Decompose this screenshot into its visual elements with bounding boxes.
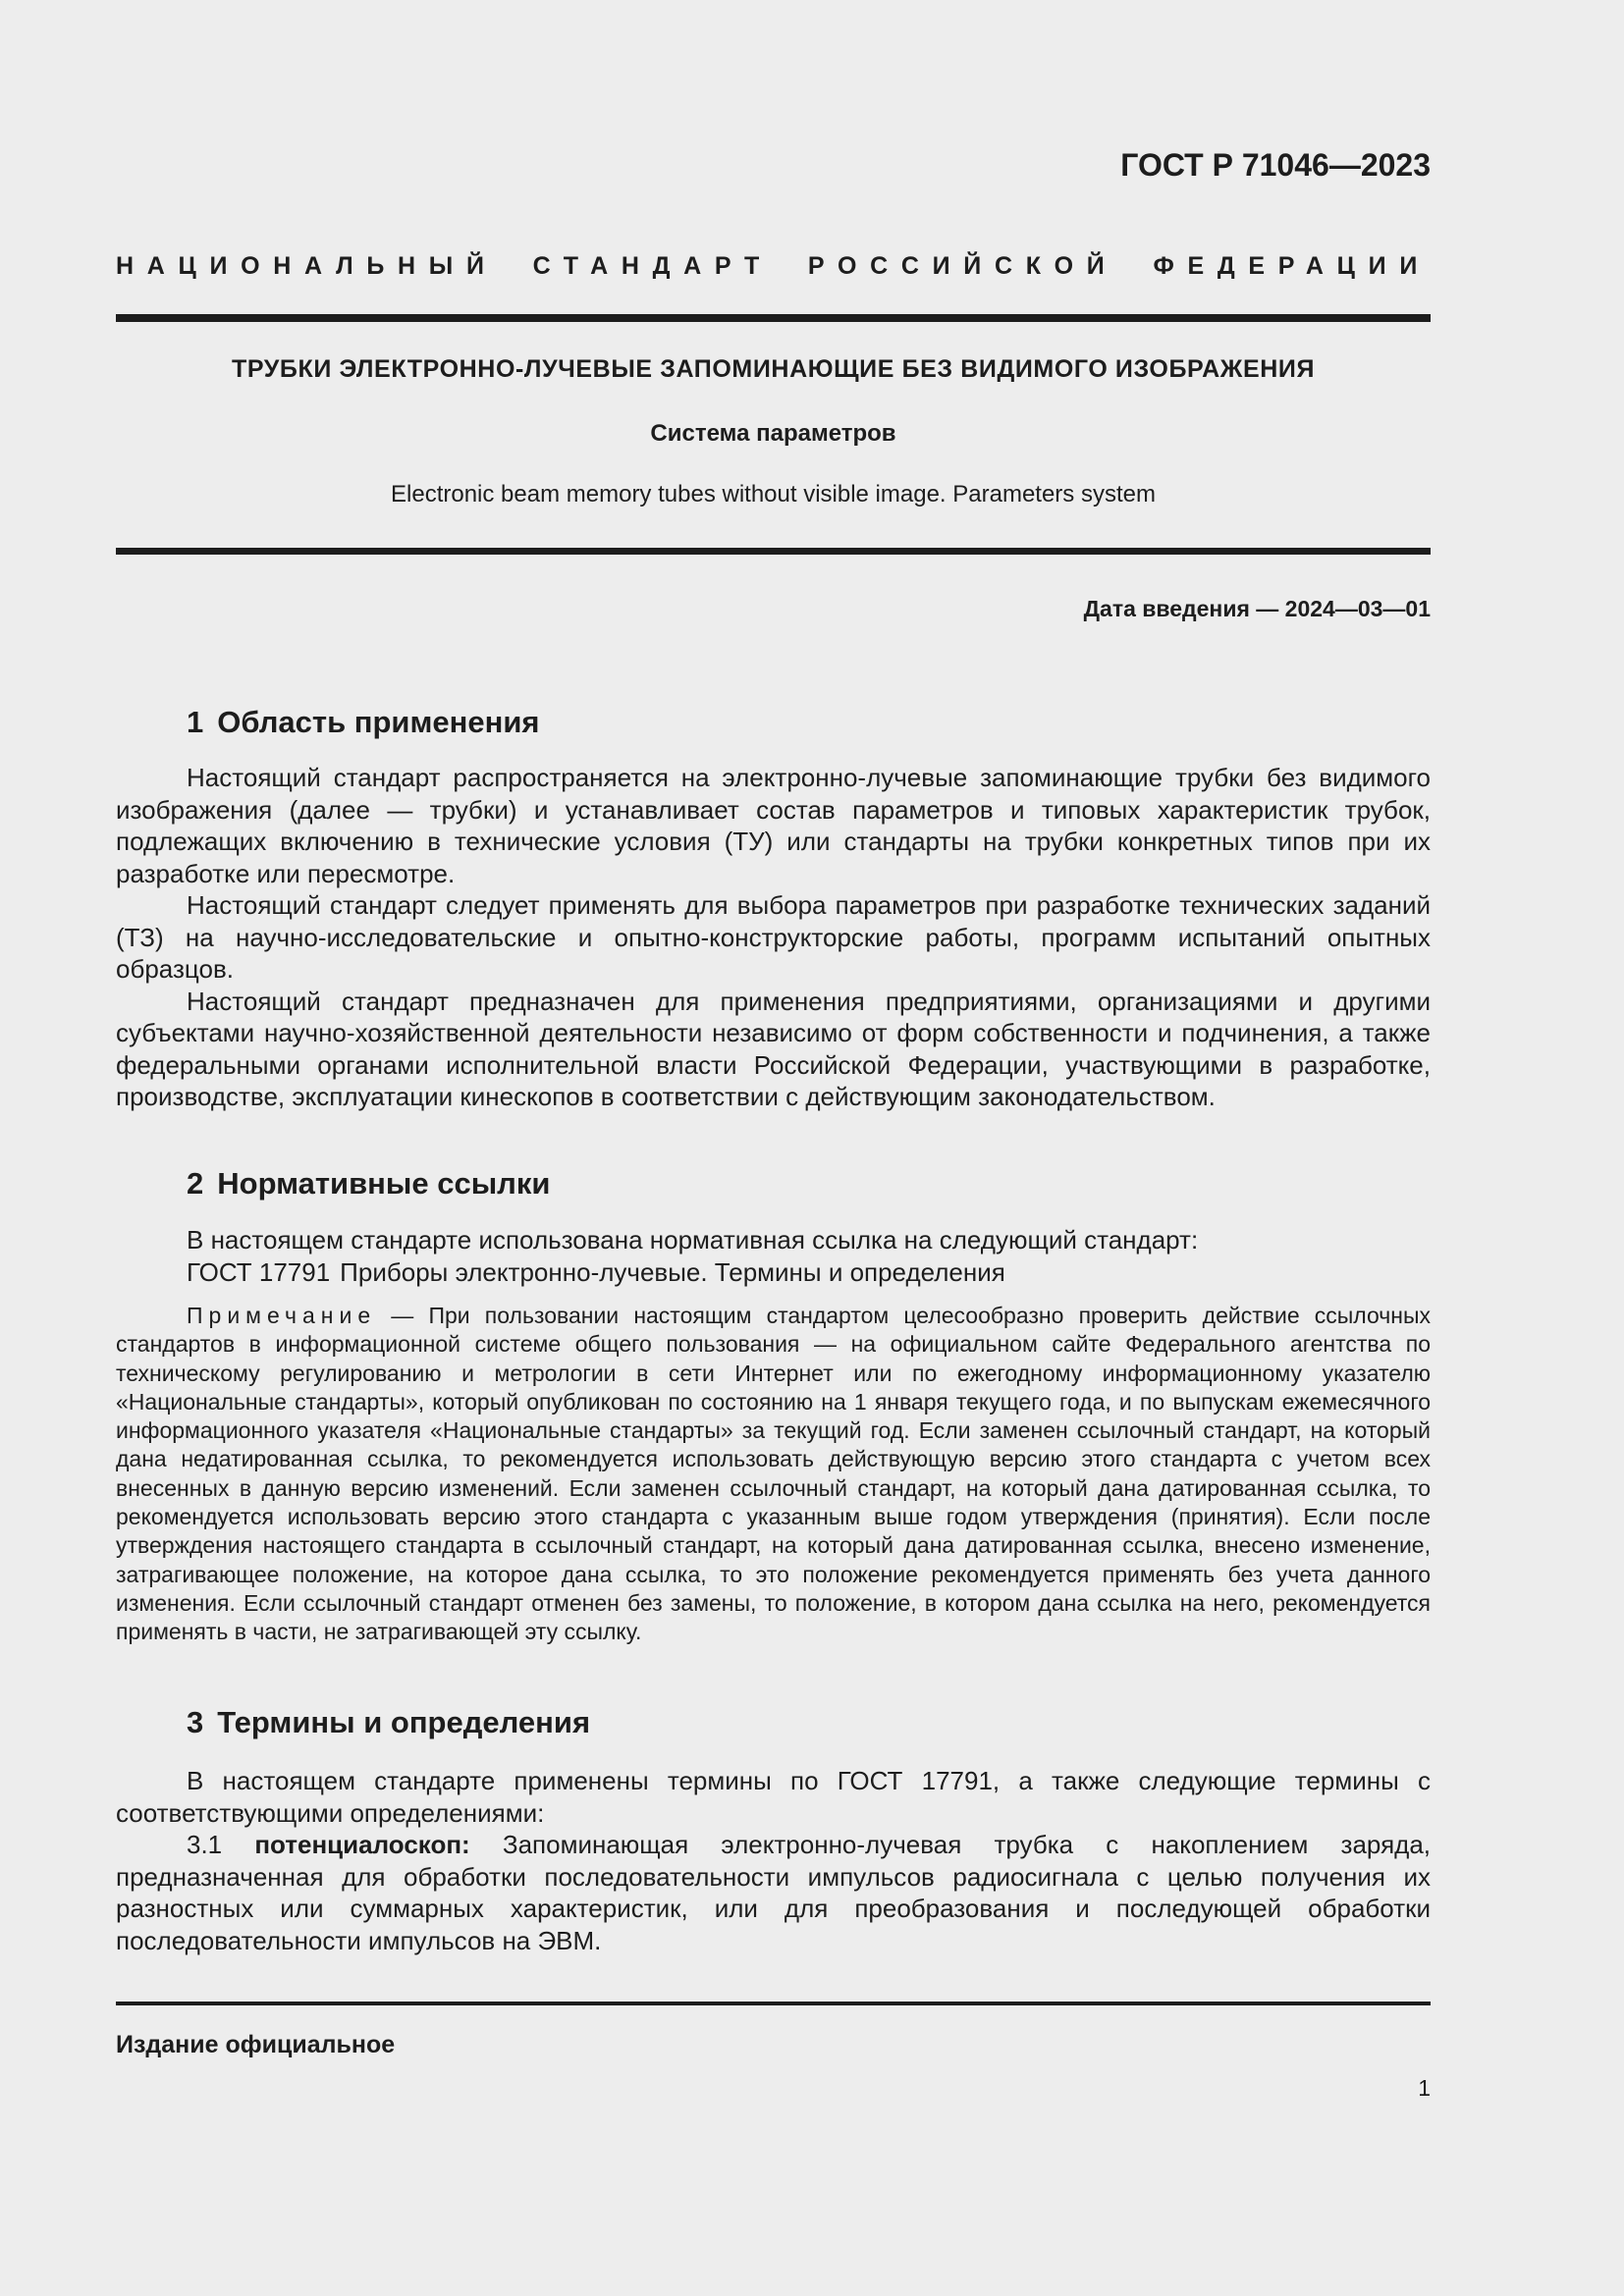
document-subtitle: Система параметров: [650, 420, 896, 447]
official-edition-label: Издание официальное: [116, 2031, 396, 2058]
section-2-heading: [187, 1164, 550, 1203]
section-1-body: [116, 762, 1431, 1113]
section-2-body: [116, 1224, 1431, 1288]
section-title: Термины и определения: [217, 1705, 591, 1739]
paragraph: В настоящем стандарте использована нормативная ссылка на следующий стандарт:: [187, 1225, 1199, 1255]
title-bottom-rule: [116, 548, 1431, 555]
gost-code: ГОСТ Р 71046—2023: [1120, 147, 1431, 183]
section-title: Область применения: [217, 705, 540, 739]
section-number: 2: [187, 1166, 204, 1201]
footer-rule: [116, 2002, 1431, 2005]
reference-code: ГОСТ 17791: [187, 1256, 331, 1287]
introduction-date: Дата введения — 2024—03—01: [1083, 596, 1431, 621]
term-definition: [116, 1829, 1431, 1956]
section-2-note: [116, 1302, 1431, 1647]
term-number: 3.1: [187, 1830, 223, 1859]
term: потенциалоскоп:: [254, 1830, 470, 1859]
document-english-title: Electronic beam memory tubes without visible image. Parameters system: [391, 481, 1156, 507]
top-thick-rule: [116, 314, 1431, 322]
section-3-heading: [187, 1703, 590, 1742]
document-title: ТРУБКИ ЭЛЕКТРОННО-ЛУЧЕВЫЕ ЗАПОМИНАЮЩИЕ БЕЗ ВИДИМОГО ИЗОБРАЖЕНИЯ: [231, 355, 1316, 383]
section-number: 1: [187, 705, 204, 739]
paragraph: Настоящий стандарт распространяется на электронно-лучевые запоминающие трубки без видимого изображения (далее — трубки) и устанавливает состав параметров и типовых характеристик трубок, подлежащих включению в технические условия (ТУ) или стандарты на трубки конкретных типов при их разработке или пересмотре.: [116, 763, 1431, 888]
page-number: 1: [1418, 2075, 1431, 2101]
paragraph: Настоящий стандарт следует применять для выбора параметров при разработке технических заданий (ТЗ) на научно-исследовательские и опытно-конструкторские работы, программ испытаний опытных образцов.: [116, 890, 1431, 984]
paragraph: Настоящий стандарт предназначен для применения предприятиями, организациями и другими субъектами научно-хозяйственной деятельности независимо от форм собственности и подчинения, а также федеральными органами исполнительной власти Российской Федерации, участвующими в разработке, производстве, эксплуатации кинескопов в соответствии с действующим законодательством.: [116, 986, 1431, 1111]
national-standard-banner: НАЦИОНАЛЬНЫЙ СТАНДАРТ РОССИЙСКОЙ ФЕДЕРАЦИИ: [116, 252, 1431, 280]
normative-reference: [116, 1256, 1431, 1289]
term-definition-text: Запоминающая электронно-лучевая трубка с накоплением заряда, предназначенная для обработки последовательности импульсов радиосигнала с целью получения их разностных или суммарных характеристик, или для преобразования и последующей обработки последовательности импульсов на ЭВМ.: [116, 1830, 1432, 1955]
note-text: — При пользовании настоящим стандартом целесообразно проверить действие ссылочных стандартов в информационной системе общего пользования — на официальном сайте Федерального агентства по техническому регулированию и метрологии в сети Интернет или по ежегодному информационному указателю «Национальные стандарты», который опубликован по состоянию на 1 января текущего года, и по выпускам ежемесячного информационного указателя «Национальные стандарты» за текущий год. Если заменен ссылочный стандарт, на который дана недатированная ссылка, то рекомендуется использовать действующую версию этого стандарта с учетом всех внесенных в данную версию изменений. Если заменен ссылочный стандарт, на который дана датированная ссылка, то рекомендуется использовать версию этого стандарта с указанным выше годом утверждения (принятия). Если после утверждения настоящего стандарта в ссылочный стандарт, на который дана датированная ссылка, внесено изменение, затрагивающее положение, на которое дана ссылка, то это положение рекомендуется применять без учета данного изменения. Если ссылочный стандарт отменен без замены, то положение, в котором дана ссылка на него, рекомендуется применять в части, не затрагивающей эту ссылку.: [116, 1303, 1431, 1645]
section-title: Нормативные ссылки: [217, 1166, 551, 1201]
section-number: 3: [187, 1705, 204, 1739]
reference-title: Приборы электронно-лучевые. Термины и определения: [340, 1256, 1005, 1287]
paragraph: В настоящем стандарте применены термины по ГОСТ 17791, а также следующие термины с соответствующими определениями:: [116, 1766, 1431, 1828]
section-3-body: [116, 1765, 1431, 1956]
document-page: [116, 0, 1431, 2296]
section-1-heading: [187, 703, 540, 742]
note-label: Примечание: [187, 1303, 377, 1328]
